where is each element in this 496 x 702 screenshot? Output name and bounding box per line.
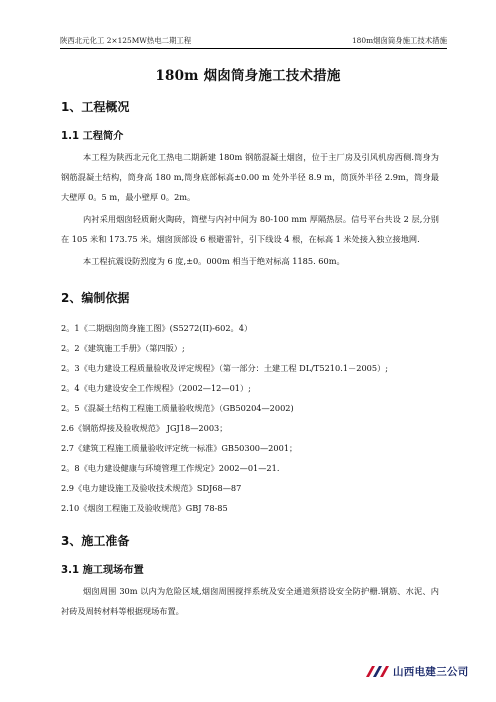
section-heading-preparation: 3、施工准备 (61, 534, 130, 548)
reference-item: 2。3《电力建设工程质量验收及评定规程》（第一部分：土建工程 DL/T5210.1－2005）; (61, 363, 389, 373)
page-header (60, 35, 447, 49)
subsection-heading-intro: 1.1 工程简介 (61, 131, 124, 142)
reference-item: 2.7《建筑工程施工质量验收评定统一标准》GB50300—2001； (61, 443, 298, 453)
reference-item: 2.10《烟囱工程施工及验收规范》GBJ 78-85 (61, 503, 228, 513)
reference-item: 2。2《建筑施工手册》（第四版）; (61, 343, 185, 353)
section-heading-basis: 2、编制依据 (61, 291, 130, 305)
section-heading-overview: 1、工程概况 (61, 100, 130, 114)
company-logo (365, 663, 469, 679)
reference-item: 2。5《混凝土结构工程施工质量验收规范》（GB50204—2002) (61, 403, 294, 413)
paragraph-seismic: 本工程抗震设防烈度为 6 度,±0。000m 相当于绝对标高 1185. 60m。 (83, 256, 345, 266)
reference-item: 2.9《电力建设施工及验收技术规范》SDJ68—87 (61, 483, 242, 493)
paragraph-site-layout: 烟囱周围 30m 以内为危险区域,烟囱周围搅拌系统及安全通道须搭设安全防护栅.钢筋、水泥、内衬砖及周转材料等根据现场布置。 (61, 586, 439, 616)
reference-item: 2。1《二期烟囱筒身施工图》(S5272(II)-602。4） (61, 323, 253, 333)
reference-item: 2。8《电力建设健康与环境管理工作规定》2002—01—21. (61, 463, 280, 473)
subsection-heading-site-layout: 3.1 施工现场布置 (61, 565, 144, 576)
reference-item: 2。4《电力建设安全工作规程》（2002—12—01）; (61, 383, 251, 393)
company-logo-text: 山西电建三公司 (393, 666, 469, 678)
company-logo-icon (365, 663, 389, 679)
header-project-name: 陕西北元化工 2×125MW热电二期工程 (60, 36, 192, 45)
header-document-title: 180m烟囱筒身施工技术措施 (351, 36, 447, 45)
paragraph-overview: 本工程为陕西北元化工热电二期新建 180m 钢筋混凝土烟囱，位于主厂房及引风机房西侧.筒身为钢筋混凝土结构，筒身高 180 m,筒身底部标高±0.00 m 处外半径 8.9 m，筒顶外半径 2.9m，筒身最大壁厚 0。5 m，最小壁厚 0。2m。 (61, 152, 439, 202)
reference-item: 2.6《钢筋焊接及验收规范》 JGJ18—2003； (61, 423, 228, 433)
document-title: 180m 烟囱筒身施工技术措施 (155, 68, 341, 84)
paragraph-lining: 内衬采用烟囱轻质耐火陶砖，筒壁与内衬中间为 80-100 mm 厚隔热层。信号平台共设 2 层,分别在 105 米和 173.75 米。烟囱顶部设 6 根避雷针，引下线设 4 根，在标高 1 米处接入独立接地网. (61, 214, 439, 244)
